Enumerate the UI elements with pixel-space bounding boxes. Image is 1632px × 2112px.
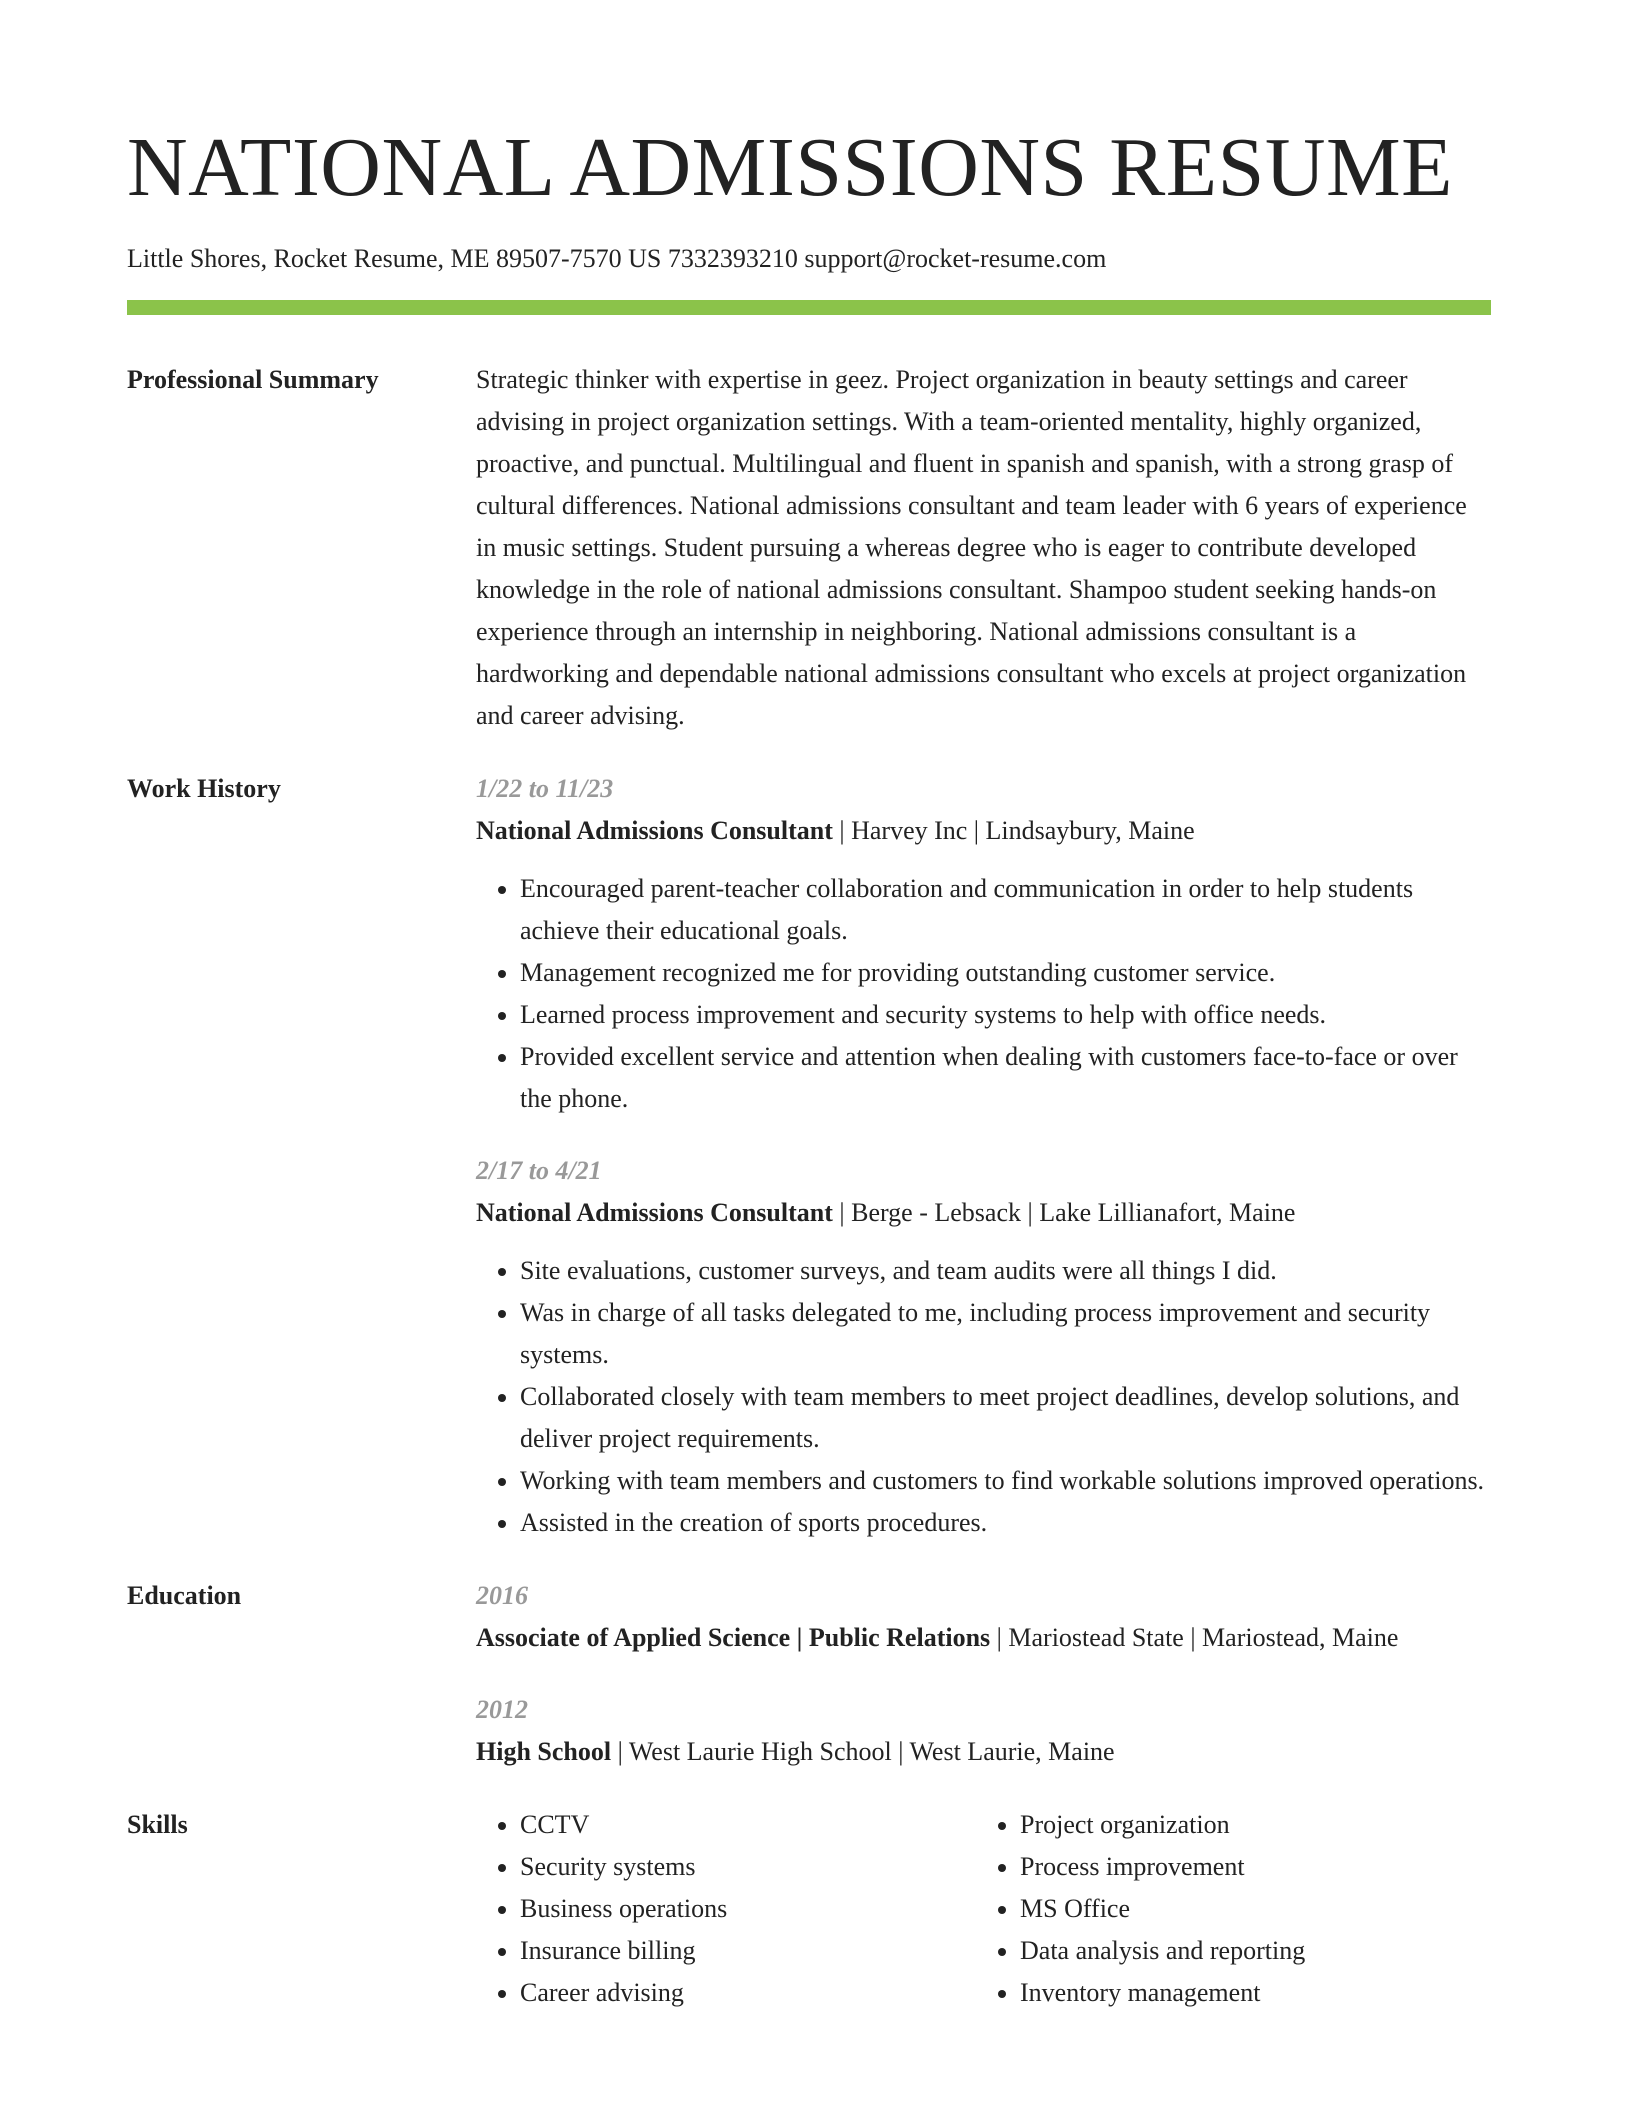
job-entry [476, 1150, 1491, 1544]
skill-item: • Insurance billing [520, 1930, 976, 1972]
skills-body [476, 1804, 1491, 2014]
list-item: • Encouraged parent-teacher collaboration and communication in order to help students achieve their educational goals. [520, 868, 1491, 952]
job-dates: 1/22 to 11/23 [476, 774, 614, 803]
job-dates: 2/17 to 4/21 [476, 1156, 602, 1185]
education-year: 2012 [476, 1695, 528, 1724]
job-details: | Harvey Inc | Lindsaybury, Maine [832, 816, 1195, 845]
job-bullets [476, 1250, 1491, 1544]
section-heading: Skills [127, 1810, 188, 1839]
section-heading: Work History [127, 774, 281, 803]
summary-text: Strategic thinker with expertise in geez. Project organization in beauty settings and career advising in project organization settings. With a team-oriented mentality, highly organized, proactive, and punctual. Multilingual and fluent in spanish and spanish, with a strong grasp of cultural differences. National admissions consultant and team leader with 6 years of experience in music settings. Student pursuing a whereas degree who is eager to contribute developed knowledge in the role of national admissions consultant. Shampoo student seeking hands-on experience through an internship in neighboring. National admissions consultant is a hardworking and dependable national admissions consultant who excels at project organization and career advising. [476, 365, 1467, 730]
list-item: • Learned process improvement and security systems to help with office needs. [520, 994, 1491, 1036]
job-title: National Admissions Consultant [476, 1198, 833, 1227]
skill-item: • Process improvement [1020, 1846, 1476, 1888]
work-history-section [127, 768, 1491, 1544]
section-heading: Education [127, 1581, 242, 1610]
education-heading [476, 1731, 1491, 1773]
list-item: • Site evaluations, customer surveys, and team audits were all things I did. [520, 1250, 1491, 1292]
job-details: | Berge - Lebsack | Lake Lillianafort, Maine [832, 1198, 1296, 1227]
resume-page [127, 0, 1491, 2014]
section-heading: Professional Summary [127, 365, 379, 394]
skill-item: • Inventory management [1020, 1972, 1476, 2014]
list-item: • Provided excellent service and attention when dealing with customers face-to-face or over the phone. [520, 1036, 1491, 1120]
list-item: • Was in charge of all tasks delegated to me, including process improvement and security systems. [520, 1292, 1491, 1376]
list-item: • Assisted in the creation of sports procedures. [520, 1502, 1491, 1544]
school-details: | West Laurie High School | West Laurie, Maine [611, 1737, 1115, 1766]
job-heading [476, 810, 1491, 852]
job-bullets [476, 868, 1491, 1120]
degree-title: Associate of Applied Science | Public Relations [476, 1623, 991, 1652]
header-divider [127, 300, 1491, 315]
skill-item: • Data analysis and reporting [1020, 1930, 1476, 1972]
education-section [127, 1575, 1491, 1773]
job-entry [476, 768, 1491, 1120]
skill-item: • Business operations [520, 1888, 976, 1930]
list-item: • Collaborated closely with team members to meet project deadlines, develop solutions, and deliver project requirements. [520, 1376, 1491, 1460]
job-heading [476, 1192, 1491, 1234]
list-item: • Management recognized me for providing outstanding customer service. [520, 952, 1491, 994]
skill-item: • Career advising [520, 1972, 976, 2014]
skills-list-right [976, 1804, 1476, 2014]
job-title: National Admissions Consultant [476, 816, 833, 845]
skills-list-left [476, 1804, 976, 2014]
skill-item: • Security systems [520, 1846, 976, 1888]
work-history-body [476, 768, 1491, 1544]
school-details: | Mariostead State | Mariostead, Maine [990, 1623, 1399, 1652]
education-year: 2016 [476, 1581, 528, 1610]
skill-item: • Project organization [1020, 1804, 1476, 1846]
contact-line: Little Shores, Rocket Resume, ME 89507-7570 US 7332393210 support@rocket-resume.com [127, 244, 1107, 273]
resume-title: NATIONAL ADMISSIONS RESUME [127, 121, 1453, 214]
skill-item: • MS Office [1020, 1888, 1476, 1930]
skills-section [127, 1804, 1491, 2014]
summary-section [127, 359, 1491, 737]
degree-title: High School [476, 1737, 612, 1766]
education-heading [476, 1617, 1491, 1659]
list-item: • Working with team members and customers to find workable solutions improved operations. [520, 1460, 1491, 1502]
skill-item: • CCTV [520, 1804, 976, 1846]
education-entry [476, 1575, 1491, 1659]
education-entry [476, 1689, 1491, 1773]
education-body [476, 1575, 1491, 1773]
